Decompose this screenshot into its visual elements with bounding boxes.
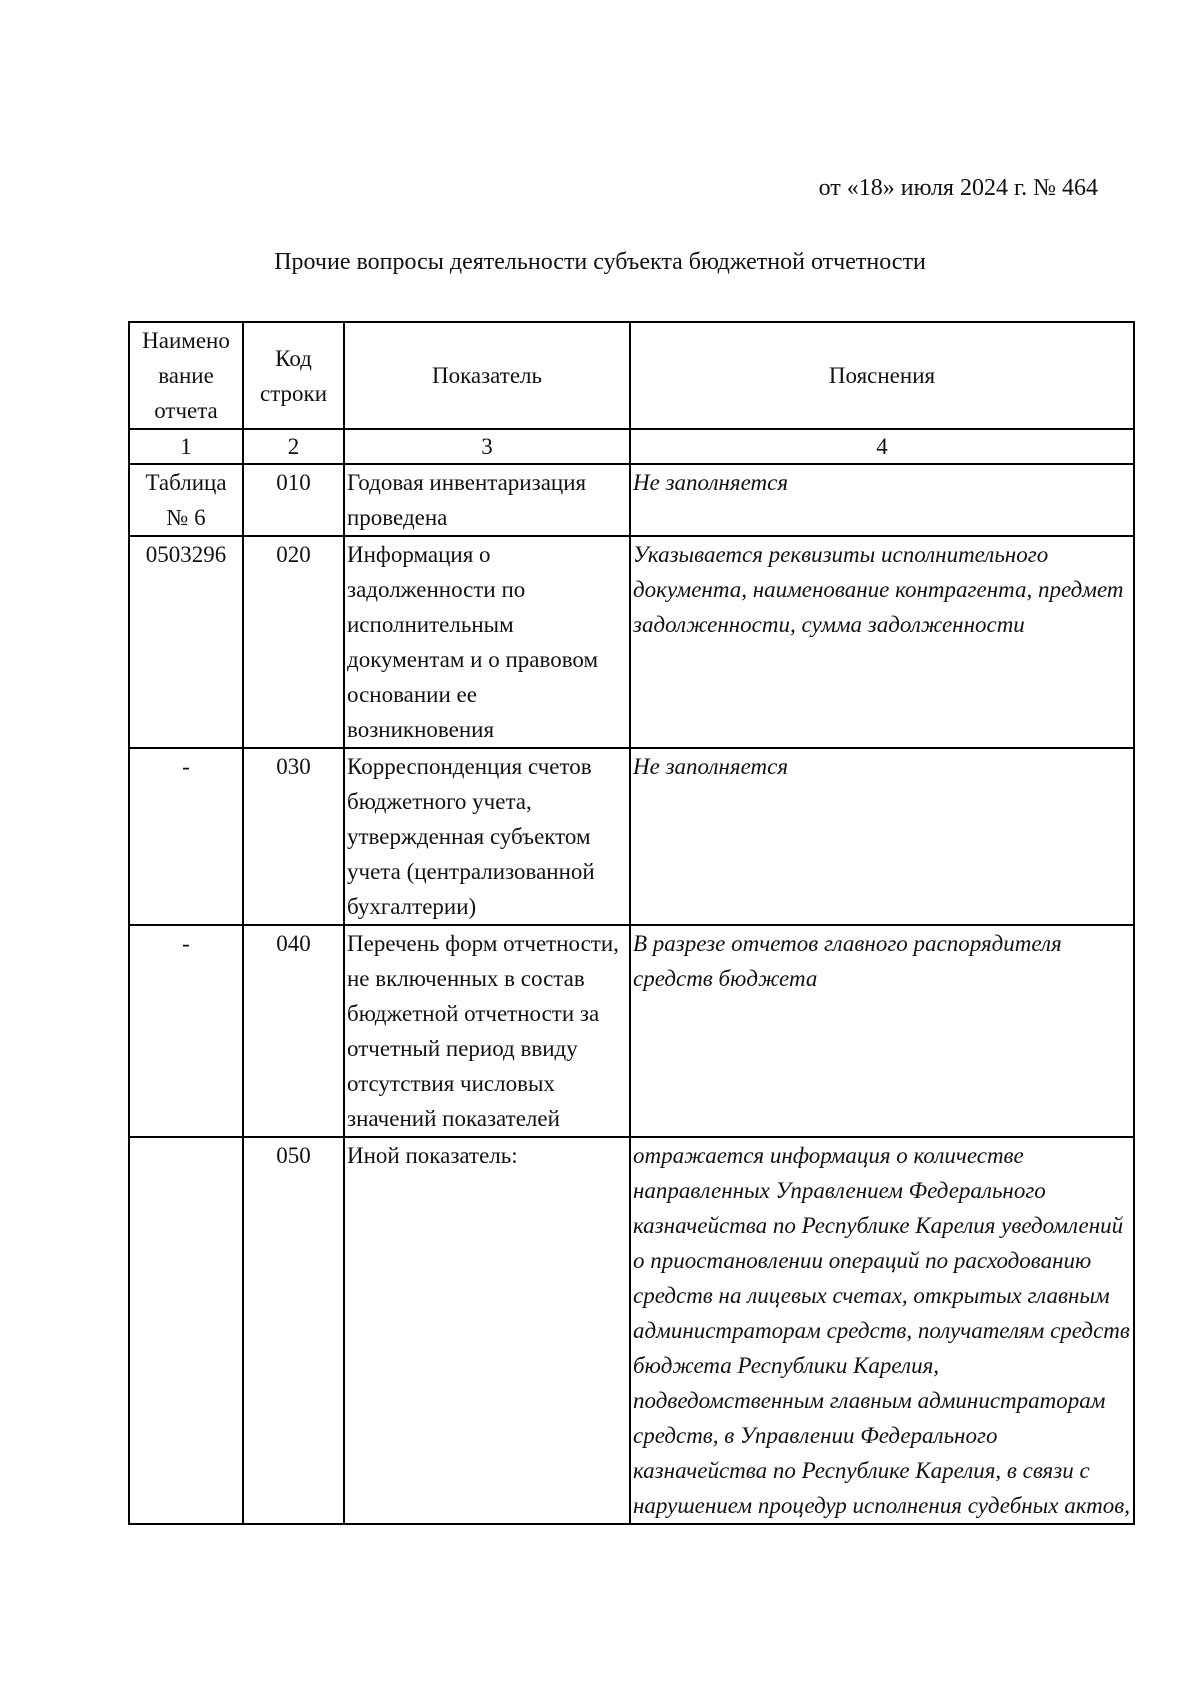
table-row bbox=[129, 536, 1134, 748]
document-title: Прочие вопросы деятельности субъекта бюджетной отчетности bbox=[274, 249, 926, 275]
row-line-code: 030 bbox=[243, 748, 344, 925]
header-line-code: Код строки bbox=[243, 322, 344, 429]
row-indicator: Корреспонденция счетов бюджетного учета, утвержденная субъектом учета (централизованной бухгалтерии) bbox=[344, 748, 630, 925]
row-indicator: Перечень форм отчетности, не включенных в состав бюджетной отчетности за отчетный период ввиду отсутствия числовых значений показателей bbox=[344, 925, 630, 1137]
column-number: 2 bbox=[243, 429, 344, 464]
row-indicator: Годовая инвентаризация проведена bbox=[344, 464, 630, 536]
table-row bbox=[129, 925, 1134, 1137]
row-line-code: 020 bbox=[243, 536, 344, 748]
row-report-name: Таблица № 6 bbox=[129, 464, 243, 536]
column-number: 4 bbox=[630, 429, 1134, 464]
row-report-name: - bbox=[129, 925, 243, 1137]
row-explanation: Указывается реквизиты исполнительного документа, наименование контрагента, предмет задолженности, сумма задолженности bbox=[630, 536, 1134, 748]
row-explanation: В разрезе отчетов главного распорядителя средств бюджета bbox=[630, 925, 1134, 1137]
report-table bbox=[128, 321, 1135, 1525]
column-number-row bbox=[129, 429, 1134, 464]
table-header-row bbox=[129, 322, 1134, 429]
row-report-name: - bbox=[129, 748, 243, 925]
row-line-code: 050 bbox=[243, 1137, 344, 1524]
table-row bbox=[129, 748, 1134, 925]
header-report-name: Наимено вание отчета bbox=[129, 322, 243, 429]
row-explanation: Не заполняется bbox=[630, 748, 1134, 925]
row-explanation: Не заполняется bbox=[630, 464, 1134, 536]
row-report-name: 0503296 bbox=[129, 536, 243, 748]
header-indicator: Показатель bbox=[344, 322, 630, 429]
column-number: 3 bbox=[344, 429, 630, 464]
row-indicator: Информация о задолженности по исполнительным документам и о правовом основании ее возникновения bbox=[344, 536, 630, 748]
header-explanations: Пояснения bbox=[630, 322, 1134, 429]
table-row bbox=[129, 464, 1134, 536]
row-report-name bbox=[129, 1137, 243, 1524]
row-line-code: 040 bbox=[243, 925, 344, 1137]
row-line-code: 010 bbox=[243, 464, 344, 536]
row-indicator: Иной показатель: bbox=[344, 1137, 630, 1524]
table-row bbox=[129, 1137, 1134, 1524]
document-date-number: от «18» июля 2024 г. № 464 bbox=[818, 175, 1098, 201]
row-explanation: отражается информация о количестве направленных Управлением Федерального казначейства по Республике Карелия уведомлений о приостановлении операций по расходованию средств на лицевых счетах, открытых главным администраторам средств, получателям средств бюджета Республики Карелия, подведомственным главным администраторам средств, в Управлении Федерального казначейства по Республике Карелия, в связи с нарушением процедур исполнения судебных актов, bbox=[630, 1137, 1134, 1524]
column-number: 1 bbox=[129, 429, 243, 464]
